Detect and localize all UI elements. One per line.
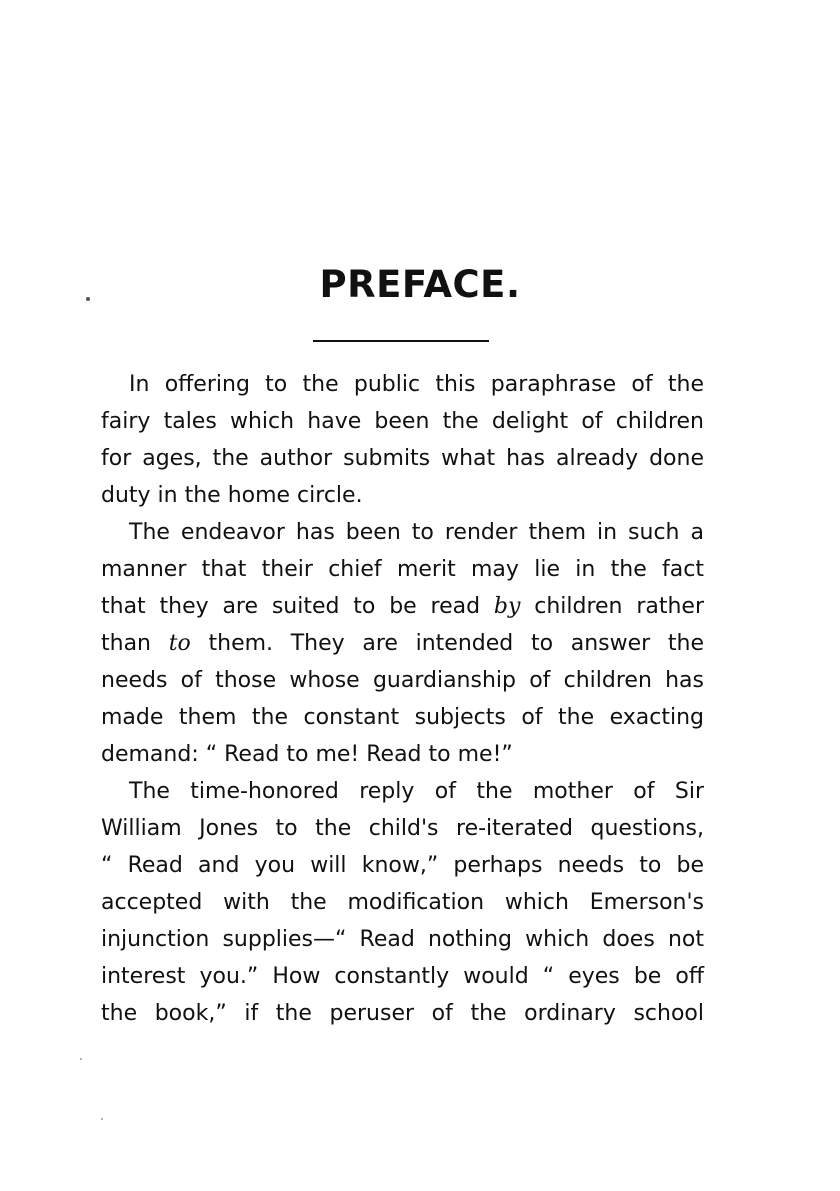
text-line: duty in the home circle.: [101, 483, 363, 508]
text-line: accepted with the modification which Emerson's: [101, 890, 704, 915]
print-speck: [101, 1118, 103, 1120]
page-title: PREFACE.: [319, 263, 521, 306]
text-line: [101, 588, 704, 625]
text-line: [101, 625, 704, 662]
text-line: manner that their chief merit may lie in the fact: [101, 557, 704, 582]
text-segment: that they are suited to be read: [101, 594, 494, 619]
text-segment: children rather: [520, 594, 704, 619]
preface-body: [101, 366, 704, 1032]
print-speck: [86, 297, 90, 301]
text-line: “ Read and you will know,” perhaps needs to be: [101, 853, 704, 878]
text-line: needs of those whose guardianship of children has: [101, 668, 704, 693]
text-line: for ages, the author submits what has already done: [101, 446, 704, 471]
text-segment: than: [101, 631, 169, 656]
text-line: interest you.” How constantly would “ eyes be off: [101, 964, 704, 989]
text-line: William Jones to the child's re-iterated questions,: [101, 816, 704, 841]
italic-word: by: [493, 594, 521, 619]
text-line: demand: “ Read to me! Read to me!”: [101, 742, 513, 767]
text-line: injunction supplies—“ Read nothing which does not: [101, 927, 704, 952]
text-line: the book,” if the peruser of the ordinary school: [101, 1001, 704, 1026]
text-line: In offering to the public this paraphrase of the: [129, 372, 704, 397]
italic-word: to: [168, 631, 191, 656]
title-divider: [313, 340, 489, 342]
text-segment: them. They are intended to answer the: [190, 631, 704, 656]
text-line: fairy tales which have been the delight of children: [101, 409, 704, 434]
text-line: made them the constant subjects of the exacting: [101, 705, 704, 730]
text-line: The endeavor has been to render them in such a: [129, 520, 704, 545]
print-speck: [80, 1058, 82, 1060]
text-line: The time-honored reply of the mother of Sir: [129, 779, 704, 804]
